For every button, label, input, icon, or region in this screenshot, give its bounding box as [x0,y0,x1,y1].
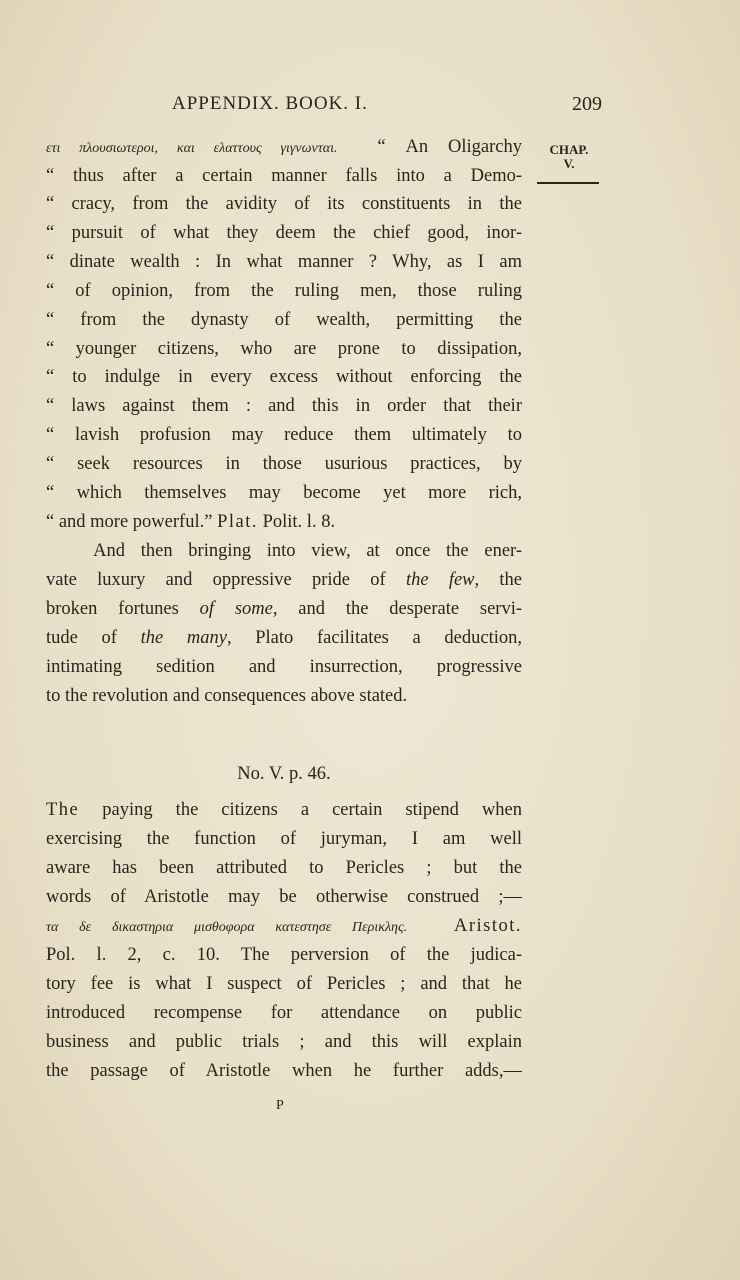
text-line: “ thus after a certain manner falls into a Demo- [46,166,522,186]
text-line: “ pursuit of what they deem the chief good, inor- [46,223,522,243]
text-line: “ dinate wealth : In what manner ? Why, as I am [46,252,522,272]
text-line: “ which themselves may become yet more rich, [46,483,522,503]
text-line: “ of opinion, from the ruling men, those ruling [46,281,522,301]
text-line: And then bringing into view, at once the ener- [46,541,522,561]
chapter-label: CHAP. [549,142,589,157]
running-title: APPENDIX. BOOK. I. [172,93,368,114]
text-line: “ laws against them : and this in order that their [46,396,522,416]
text-line: broken fortunes of some, and the desperate servi- [46,599,522,619]
text-line: aware has been attributed to Pericles ; but the [46,858,522,878]
text-line: to the revolution and consequences above stated. [46,686,408,706]
chapter-number: V. [563,156,575,171]
text-line: tory fee is what I suspect of Pericles ; and that he [46,974,522,994]
text-line: The paying the citizens a certain stipend when [46,800,522,820]
chapter-margin-note [538,143,600,171]
text-line: ετι πλουσιωτεροι, και ελαττους γιγνωνται. “ An Oligarchy [46,137,522,157]
text-line: “ younger citizens, who are prone to dissipation, [46,339,522,359]
text-line: tude of the many, Plato facilitates a deduction, [46,628,522,648]
text-line: introduced recompense for attendance on public [46,1003,522,1023]
text-line: words of Aristotle may be otherwise construed ;— [46,887,522,907]
text-line: “ and more powerful.” Plat. Polit. l. 8. [46,512,336,532]
signature-mark: P [276,1098,284,1113]
text-line: the passage of Aristotle when he further adds,— [46,1061,522,1081]
text-line: “ from the dynasty of wealth, permitting the [46,310,522,330]
text-line: business and public trials ; and this will explain [46,1032,522,1052]
text-line: “ lavish profusion may reduce them ultimately to [46,425,522,445]
section-heading: No. V. p. 46. [237,764,331,784]
margin-rule [537,182,599,184]
text-line: “ to indulge in every excess without enforcing the [46,367,522,387]
text-line: vate luxury and oppressive pride of the few, the [46,570,522,590]
text-line: intimating sedition and insurrection, progressive [46,657,522,677]
text-line: τα δε δικαστηρια μισθοφορα κατεστησε Περικλης. Aristot. [46,916,522,936]
text-line: “ cracy, from the avidity of its constituents in the [46,194,522,214]
text-line: “ seek resources in those usurious practices, by [46,454,522,474]
text-line: exercising the function of juryman, I am well [46,829,522,849]
page-number: 209 [572,93,602,115]
text-line: Pol. l. 2, c. 10. The perversion of the judica- [46,945,522,965]
